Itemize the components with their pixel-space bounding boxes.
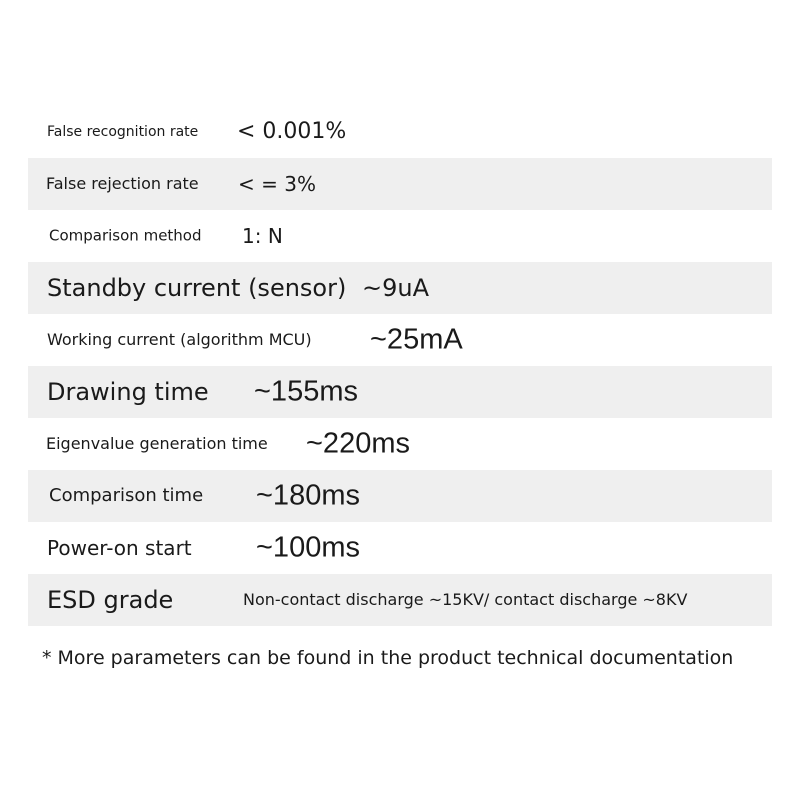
spec-value: ~155ms — [254, 375, 358, 408]
spec-value: 1: N — [242, 224, 283, 248]
spec-row-esd-grade — [28, 574, 772, 626]
spec-row-standby-current — [28, 262, 772, 314]
spec-value: Non-contact discharge ~15KV/ contact discharge ~8KV — [243, 590, 688, 609]
spec-label: Drawing time — [47, 378, 209, 406]
spec-table — [28, 106, 772, 626]
spec-row-false-rejection-rate — [28, 158, 772, 210]
spec-row-false-recognition-rate — [28, 106, 772, 158]
spec-label: Eigenvalue generation time — [46, 434, 268, 453]
spec-row-working-current — [28, 314, 772, 366]
spec-label: Comparison time — [49, 485, 204, 506]
spec-value: ~25mA — [370, 323, 463, 356]
spec-label: ESD grade — [47, 586, 174, 614]
spec-value: ~9uA — [362, 274, 430, 302]
spec-value: < 0.001% — [237, 119, 347, 144]
spec-label: Power-on start — [47, 536, 192, 560]
spec-row-drawing-time — [28, 366, 772, 418]
spec-value: < = 3% — [238, 172, 316, 196]
spec-row-comparison-time — [28, 470, 772, 522]
spec-row-power-on-start — [28, 522, 772, 574]
spec-label: Standby current (sensor) — [47, 274, 347, 302]
spec-row-comparison-method — [28, 210, 772, 262]
spec-label: False rejection rate — [46, 174, 199, 193]
spec-label: False recognition rate — [47, 124, 199, 140]
spec-value: ~180ms — [256, 479, 360, 512]
spec-value: ~100ms — [256, 531, 360, 564]
spec-label: Comparison method — [49, 226, 202, 245]
spec-value: ~220ms — [306, 427, 410, 460]
spec-row-eigenvalue-generation-time — [28, 418, 772, 470]
spec-label: Working current (algorithm MCU) — [47, 330, 312, 349]
footnote: * More parameters can be found in the product technical documentation — [42, 647, 734, 669]
